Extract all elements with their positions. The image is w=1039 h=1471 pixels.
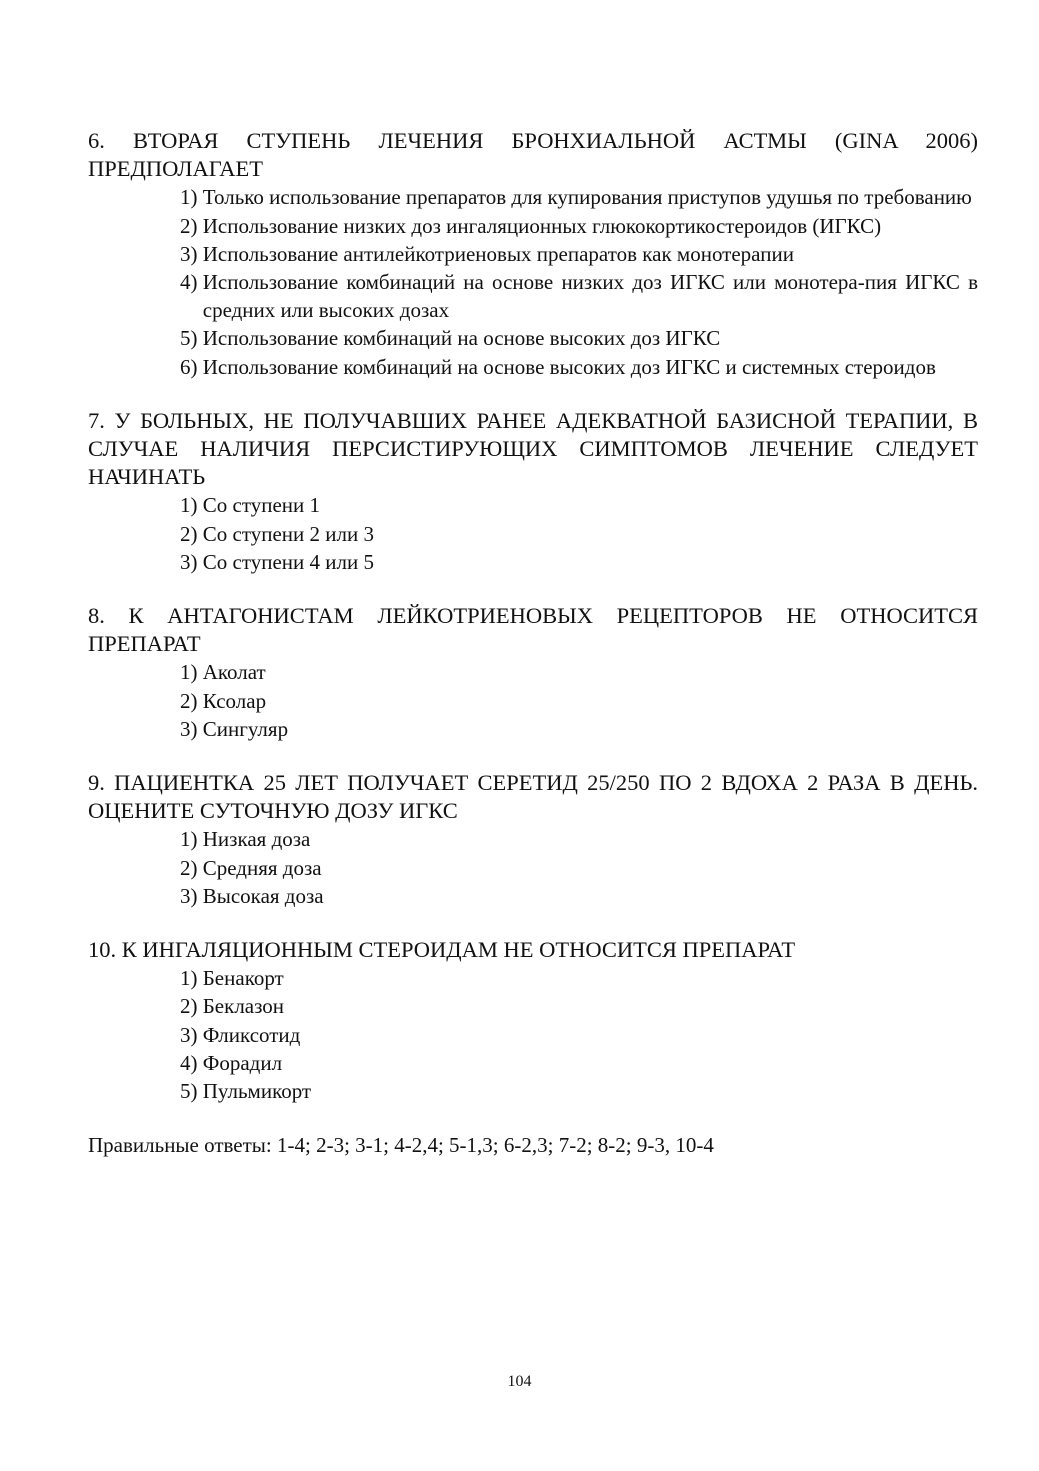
- option-text: Фликсотид: [202, 1022, 301, 1047]
- option-text: Беклазон: [202, 994, 285, 1019]
- answer-options: [88, 658, 978, 743]
- option-number: 2): [180, 994, 203, 1019]
- option-number: 5): [180, 1079, 203, 1104]
- option-number: 3): [180, 883, 203, 908]
- option-text: Ксолар: [202, 688, 267, 713]
- question-title: 7. У БОЛЬНЫХ, НЕ ПОЛУЧАВШИХ РАНЕЕ АДЕКВАТНОЙ БАЗИСНОЙ ТЕРАПИИ, В СЛУЧАЕ НАЛИЧИЯ ПЕРСИСТИРУЮЩИХ СИМПТОМОВ ЛЕЧЕНИЕ СЛЕДУЕТ НАЧИНАТЬ: [88, 407, 978, 490]
- option-text: Со ступени 2 или 3: [202, 521, 374, 546]
- option-number: 2): [180, 688, 203, 713]
- answer-option: [180, 658, 978, 686]
- question-7: [88, 407, 978, 576]
- option-number: 2): [180, 855, 203, 880]
- question-10: [88, 936, 978, 1105]
- option-text: Средняя доза: [202, 855, 322, 880]
- option-text: Со ступени 1: [202, 493, 321, 518]
- question-8: [88, 602, 978, 743]
- option-number: 1): [180, 966, 203, 991]
- option-number: 1): [180, 185, 203, 210]
- option-text: Аколат: [202, 660, 266, 685]
- correct-answers: Правильные ответы: 1-4; 2-3; 3-1; 4-2,4; 5-1,3; 6-2,3; 7-2; 8-2; 9-3, 10-4: [88, 1133, 714, 1158]
- option-text: Бенакорт: [202, 966, 284, 991]
- answer-option: [180, 715, 978, 743]
- option-number: 3): [180, 716, 203, 741]
- answer-option: [180, 854, 978, 882]
- answer-option: [180, 183, 978, 211]
- option-number: 3): [180, 1022, 203, 1047]
- option-number: 1): [180, 827, 203, 852]
- option-number: 2): [180, 213, 203, 238]
- option-number: 1): [180, 660, 203, 685]
- option-text: Использование комбинаций на основе высоких доз ИГКС: [202, 326, 721, 351]
- answer-option: [180, 240, 978, 268]
- answer-options: [88, 183, 978, 380]
- option-text: Использование комбинаций на основе низких доз ИГКС или монотера-пия ИГКС в средних или высоких дозах: [202, 270, 978, 323]
- answer-option: [180, 520, 978, 548]
- answer-option: [180, 324, 978, 352]
- option-number: 2): [180, 521, 203, 546]
- answer-option: [180, 687, 978, 715]
- option-text: Только использование препаратов для купирования приступов удушья по требованию: [202, 185, 972, 210]
- answer-option: [180, 1077, 978, 1105]
- answer-option: [180, 491, 978, 519]
- answer-option: [180, 548, 978, 576]
- option-text: Низкая доза: [202, 827, 311, 852]
- page-number: 104: [507, 1373, 532, 1390]
- answer-option: [180, 212, 978, 240]
- answer-option: [180, 268, 978, 324]
- answer-options: [88, 825, 978, 910]
- answer-option: [180, 964, 978, 992]
- answer-option: [180, 1021, 978, 1049]
- question-9: [88, 769, 978, 910]
- option-text: Высокая доза: [202, 883, 324, 908]
- option-number: 6): [180, 354, 203, 379]
- answer-option: [180, 1049, 978, 1077]
- answer-options: [88, 491, 978, 576]
- question-title: 8. К АНТАГОНИСТАМ ЛЕЙКОТРИЕНОВЫХ РЕЦЕПТОРОВ НЕ ОТНОСИТСЯ ПРЕПАРАТ: [88, 603, 978, 657]
- option-number: 1): [180, 493, 203, 518]
- option-text: Со ступени 4 или 5: [202, 549, 374, 574]
- option-text: Использование антилейкотриеновых препаратов как монотерапии: [202, 241, 794, 266]
- question-6: [88, 127, 978, 381]
- answer-option: [180, 353, 978, 381]
- option-number: 4): [180, 1050, 203, 1075]
- option-number: 5): [180, 326, 203, 351]
- answer-option: [180, 825, 978, 853]
- question-title: 6. ВТОРАЯ СТУПЕНЬ ЛЕЧЕНИЯ БРОНХИАЛЬНОЙ АСТМЫ (GINA 2006) ПРЕДПОЛАГАЕТ: [88, 128, 978, 182]
- answer-option: [180, 992, 978, 1020]
- option-number: 3): [180, 549, 203, 574]
- question-title: 10. К ИНГАЛЯЦИОННЫМ СТЕРОИДАМ НЕ ОТНОСИТСЯ ПРЕПАРАТ: [88, 937, 796, 963]
- answer-option: [180, 882, 978, 910]
- option-text: Форадил: [202, 1050, 283, 1075]
- option-text: Использование комбинаций на основе высоких доз ИГКС и системных стероидов: [202, 354, 936, 379]
- option-number: 3): [180, 241, 203, 266]
- question-title: 9. ПАЦИЕНТКА 25 ЛЕТ ПОЛУЧАЕТ СЕРЕТИД 25/250 ПО 2 ВДОХА 2 РАЗА В ДЕНЬ. ОЦЕНИТЕ СУТОЧНУЮ ДОЗУ ИГКС: [88, 770, 978, 824]
- option-text: Использование низких доз ингаляционных глюкокортикостероидов (ИГКС): [202, 213, 882, 238]
- answer-options: [88, 964, 978, 1105]
- option-text: Сингуляр: [202, 716, 289, 741]
- page-content: [88, 127, 978, 1159]
- option-text: Пульмикорт: [202, 1079, 312, 1104]
- option-number: 4): [180, 270, 203, 295]
